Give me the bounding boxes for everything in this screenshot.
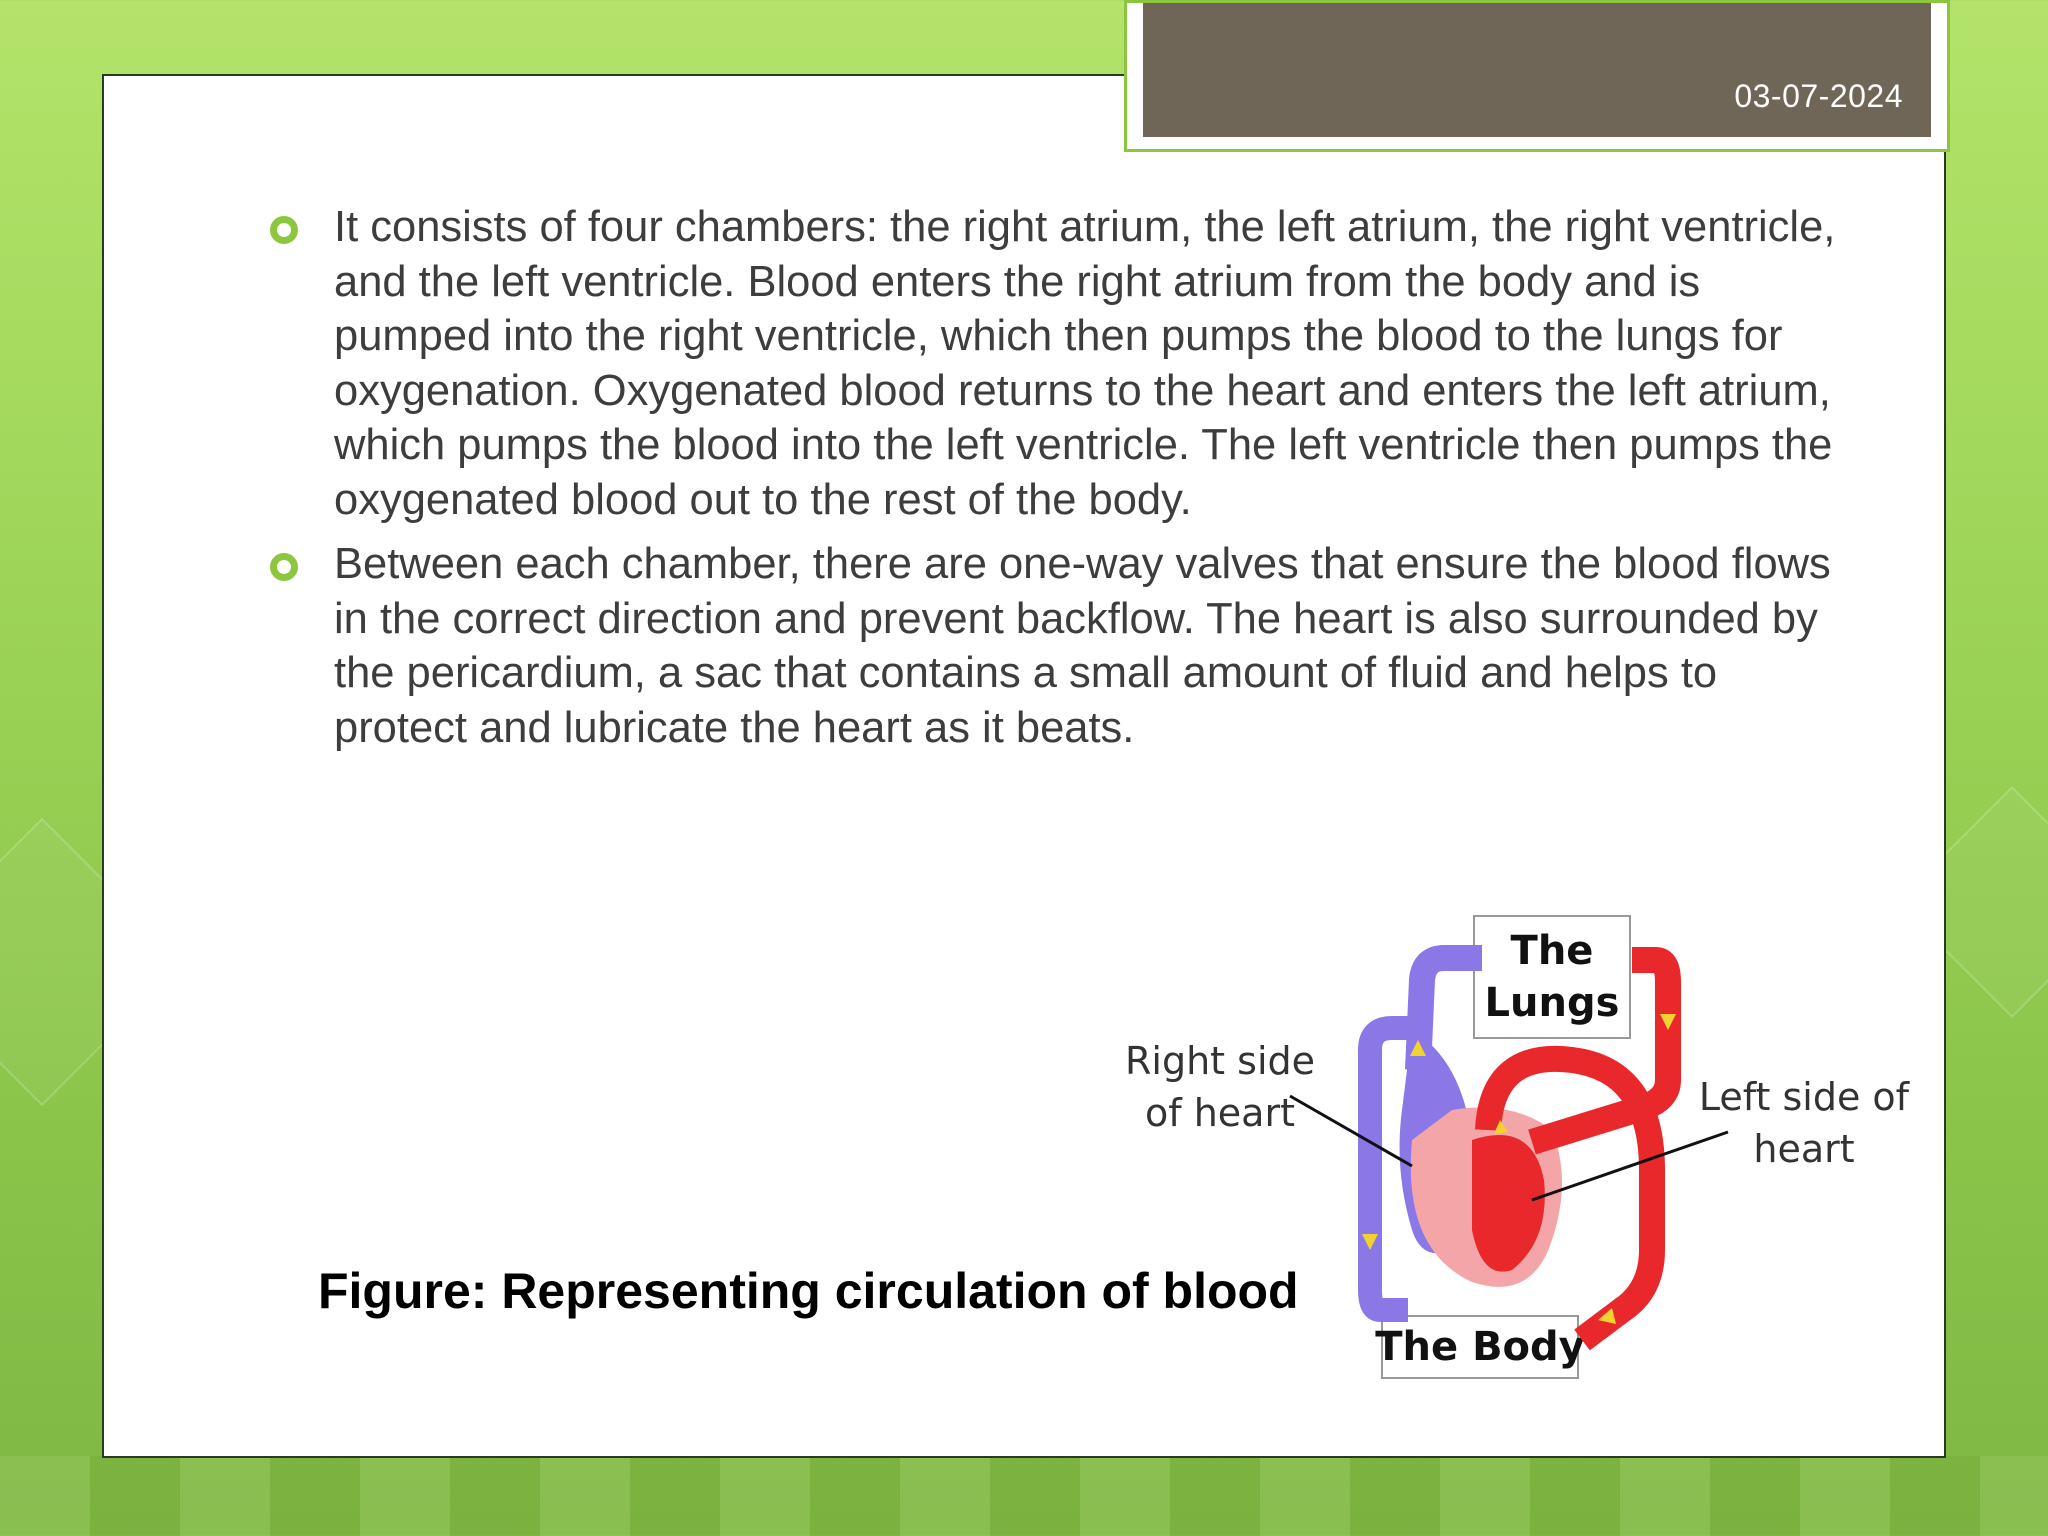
date-banner bbox=[1143, 3, 1931, 137]
lungs-label-line2: Lungs bbox=[1484, 980, 1620, 1026]
lungs-label-line1: The bbox=[1510, 928, 1594, 974]
bullet-item bbox=[264, 200, 1844, 527]
body-label: The Body bbox=[1375, 1324, 1585, 1370]
bullet-item bbox=[264, 537, 1844, 755]
bullet-text: Between each chamber, there are one-way valves that ensure the blood flows in the correct direction and prevent backflow. The heart is also surrounded by the pericardium, a sac that contains a small amount of fluid and helps to protect and lubricate the heart as it beats. bbox=[334, 540, 1831, 752]
left-side-label-line2: heart bbox=[1753, 1127, 1855, 1171]
circulation-diagram bbox=[1112, 910, 1920, 1390]
right-side-pointer bbox=[1290, 1096, 1412, 1166]
bullet-ring-icon bbox=[270, 553, 298, 581]
left-side-label-line1: Left side of bbox=[1698, 1075, 1910, 1119]
date-tab bbox=[1124, 0, 1950, 152]
figure-caption: Figure: Representing circulation of blood bbox=[318, 1263, 1299, 1319]
right-side-label-line1: Right side bbox=[1125, 1039, 1315, 1083]
bullet-ring-icon bbox=[270, 216, 298, 244]
background-bars bbox=[0, 1456, 2048, 1536]
bullet-list bbox=[264, 200, 1844, 765]
bullet-text: It consists of four chambers: the right atrium, the left atrium, the right ventricle, and the left ventricle. Blood enters the right atrium from the body and is pumped into the right ventricle, which then pumps the blood to the lungs for oxygenation. Oxygenated blood returns to the heart and enters the left atrium, which pumps the blood into the left ventricle. The left ventricle then pumps the oxygenated blood out to the rest of the body. bbox=[334, 203, 1836, 524]
slide-date: 03-07-2024 bbox=[1734, 78, 1903, 114]
right-side-label-line2: of heart bbox=[1145, 1091, 1295, 1135]
